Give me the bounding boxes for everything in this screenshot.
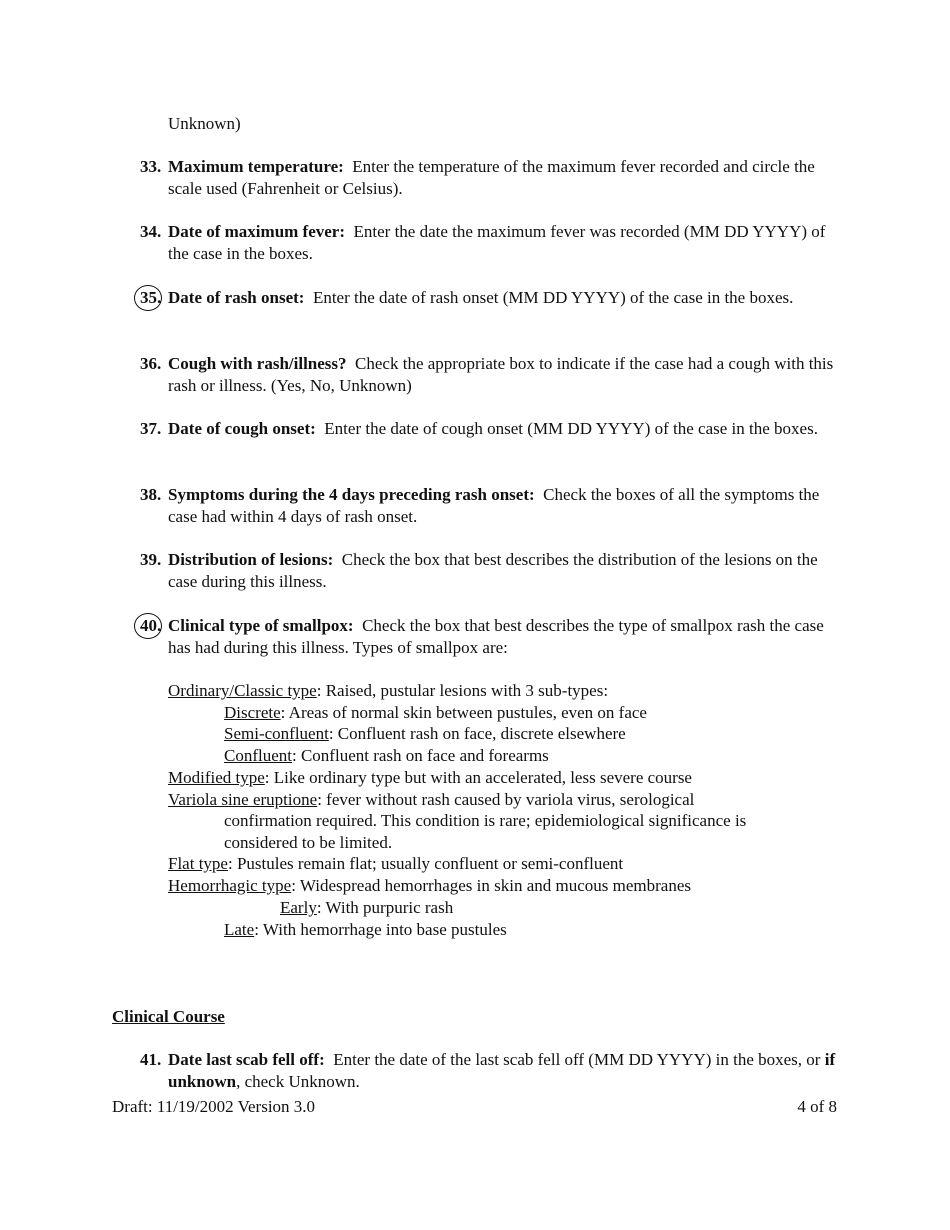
type-modified [168,767,692,789]
type-early [280,897,453,919]
item-lead: Clinical type of smallpox: [168,616,354,635]
item-lead: Date last scab fell off: [168,1050,325,1069]
item-number: 40. [140,616,162,635]
type-term: Hemorrhagic type [168,876,292,895]
item-text-end: , check Unknown. [236,1072,360,1091]
type-variola [168,789,694,811]
item-text: Enter the date of cough onset (MM DD YYYY) of the case in the boxes. [324,419,818,438]
footer-page-number: 4 of 8 [797,1097,837,1116]
section-heading: Clinical Course [112,1007,225,1026]
type-desc: : Pustules remain flat; usually confluent or semi-confluent [227,854,624,873]
type-discrete [224,702,647,724]
type-ordinary [168,680,608,702]
item-number: 33. [140,157,162,176]
item-text: Enter the date of rash onset (MM DD YYYY) of the case in the boxes. [312,288,794,307]
item-text: Enter the temperature of the maximum fever recorded and circle the scale used (Fahrenheit or Celsius). [168,157,815,198]
type-flat [168,853,623,875]
item-body [168,549,840,593]
type-variola-cont2: considered to be limited. [224,833,393,852]
item-lead: Distribution of lesions: [168,550,334,569]
footer-draft-info: Draft: 11/19/2002 Version 3.0 [112,1097,316,1116]
item-number: 39. [140,550,162,569]
item-body [168,221,840,265]
item-number: 38. [140,485,162,504]
item-body [168,615,840,659]
continuation-text: Unknown) [168,114,241,133]
type-hemorrhagic [168,875,691,897]
type-term: Early [280,898,317,917]
type-term: Flat type [168,854,228,873]
item-body [168,418,840,440]
item-number: 34. [140,222,162,241]
item-number: 41. [140,1050,162,1069]
item-lead: Date of cough onset: [168,419,316,438]
item-body [168,484,840,528]
type-confluent [224,745,549,767]
item-text: Enter the date the maximum fever was recorded (MM DD YYYY) of the case in the boxes. [168,222,826,263]
item-number: 37. [140,419,162,438]
type-term: Discrete [224,703,281,722]
item-body [168,1049,840,1093]
type-late [224,919,507,941]
type-desc: : Areas of normal skin between pustules, even on face [280,703,647,722]
type-term: Modified type [168,768,265,787]
item-lead: Date of rash onset: [168,288,305,307]
type-semi-confluent [224,723,626,745]
item-body [168,353,840,397]
item-text: Check the boxes of all the symptoms the case had within 4 days of rash onset. [168,485,820,526]
item-text-bold: if unknown [168,1050,836,1091]
type-desc: : fever without rash caused by variola virus, serological [317,790,695,809]
type-desc: : Like ordinary type but with an accelerated, less severe course [264,768,692,787]
type-desc: : Confluent rash on face and forearms [292,746,549,765]
type-variola-cont1: confirmation required. This condition is rare; epidemiological significance is [224,811,747,830]
type-term: Variola sine eruptione [168,790,318,809]
type-term: Semi-confluent [224,724,329,743]
item-lead: Maximum temperature: [168,157,344,176]
item-body [168,287,840,309]
item-text: Check the box that best describes the type of smallpox rash the case has had during this illness. Types of smallpox are: [168,616,824,657]
type-desc: : With hemorrhage into base pustules [254,920,507,939]
type-term: Confluent [224,746,292,765]
type-term: Late [224,920,255,939]
item-lead: Symptoms during the 4 days preceding rash onset: [168,485,535,504]
item-text: Check the box that best describes the distribution of the lesions on the case during this illness. [168,550,818,591]
type-desc: : Widespread hemorrhages in skin and mucous membranes [291,876,692,895]
type-term: Ordinary/Classic type [168,681,317,700]
item-lead: Cough with rash/illness? [168,354,347,373]
item-number: 36. [140,354,162,373]
type-desc: : Raised, pustular lesions with 3 sub-types: [316,681,609,700]
type-desc: : Confluent rash on face, discrete elsewhere [328,724,626,743]
item-text: Enter the date of the last scab fell off (MM DD YYYY) in the boxes, or [333,1050,825,1069]
item-body [168,156,840,200]
item-text: Check the appropriate box to indicate if the case had a cough with this rash or illness. (Yes, No, Unknown) [168,354,834,395]
item-number: 35. [140,288,162,307]
item-lead: Date of maximum fever: [168,222,346,241]
type-desc: : With purpuric rash [316,898,454,917]
